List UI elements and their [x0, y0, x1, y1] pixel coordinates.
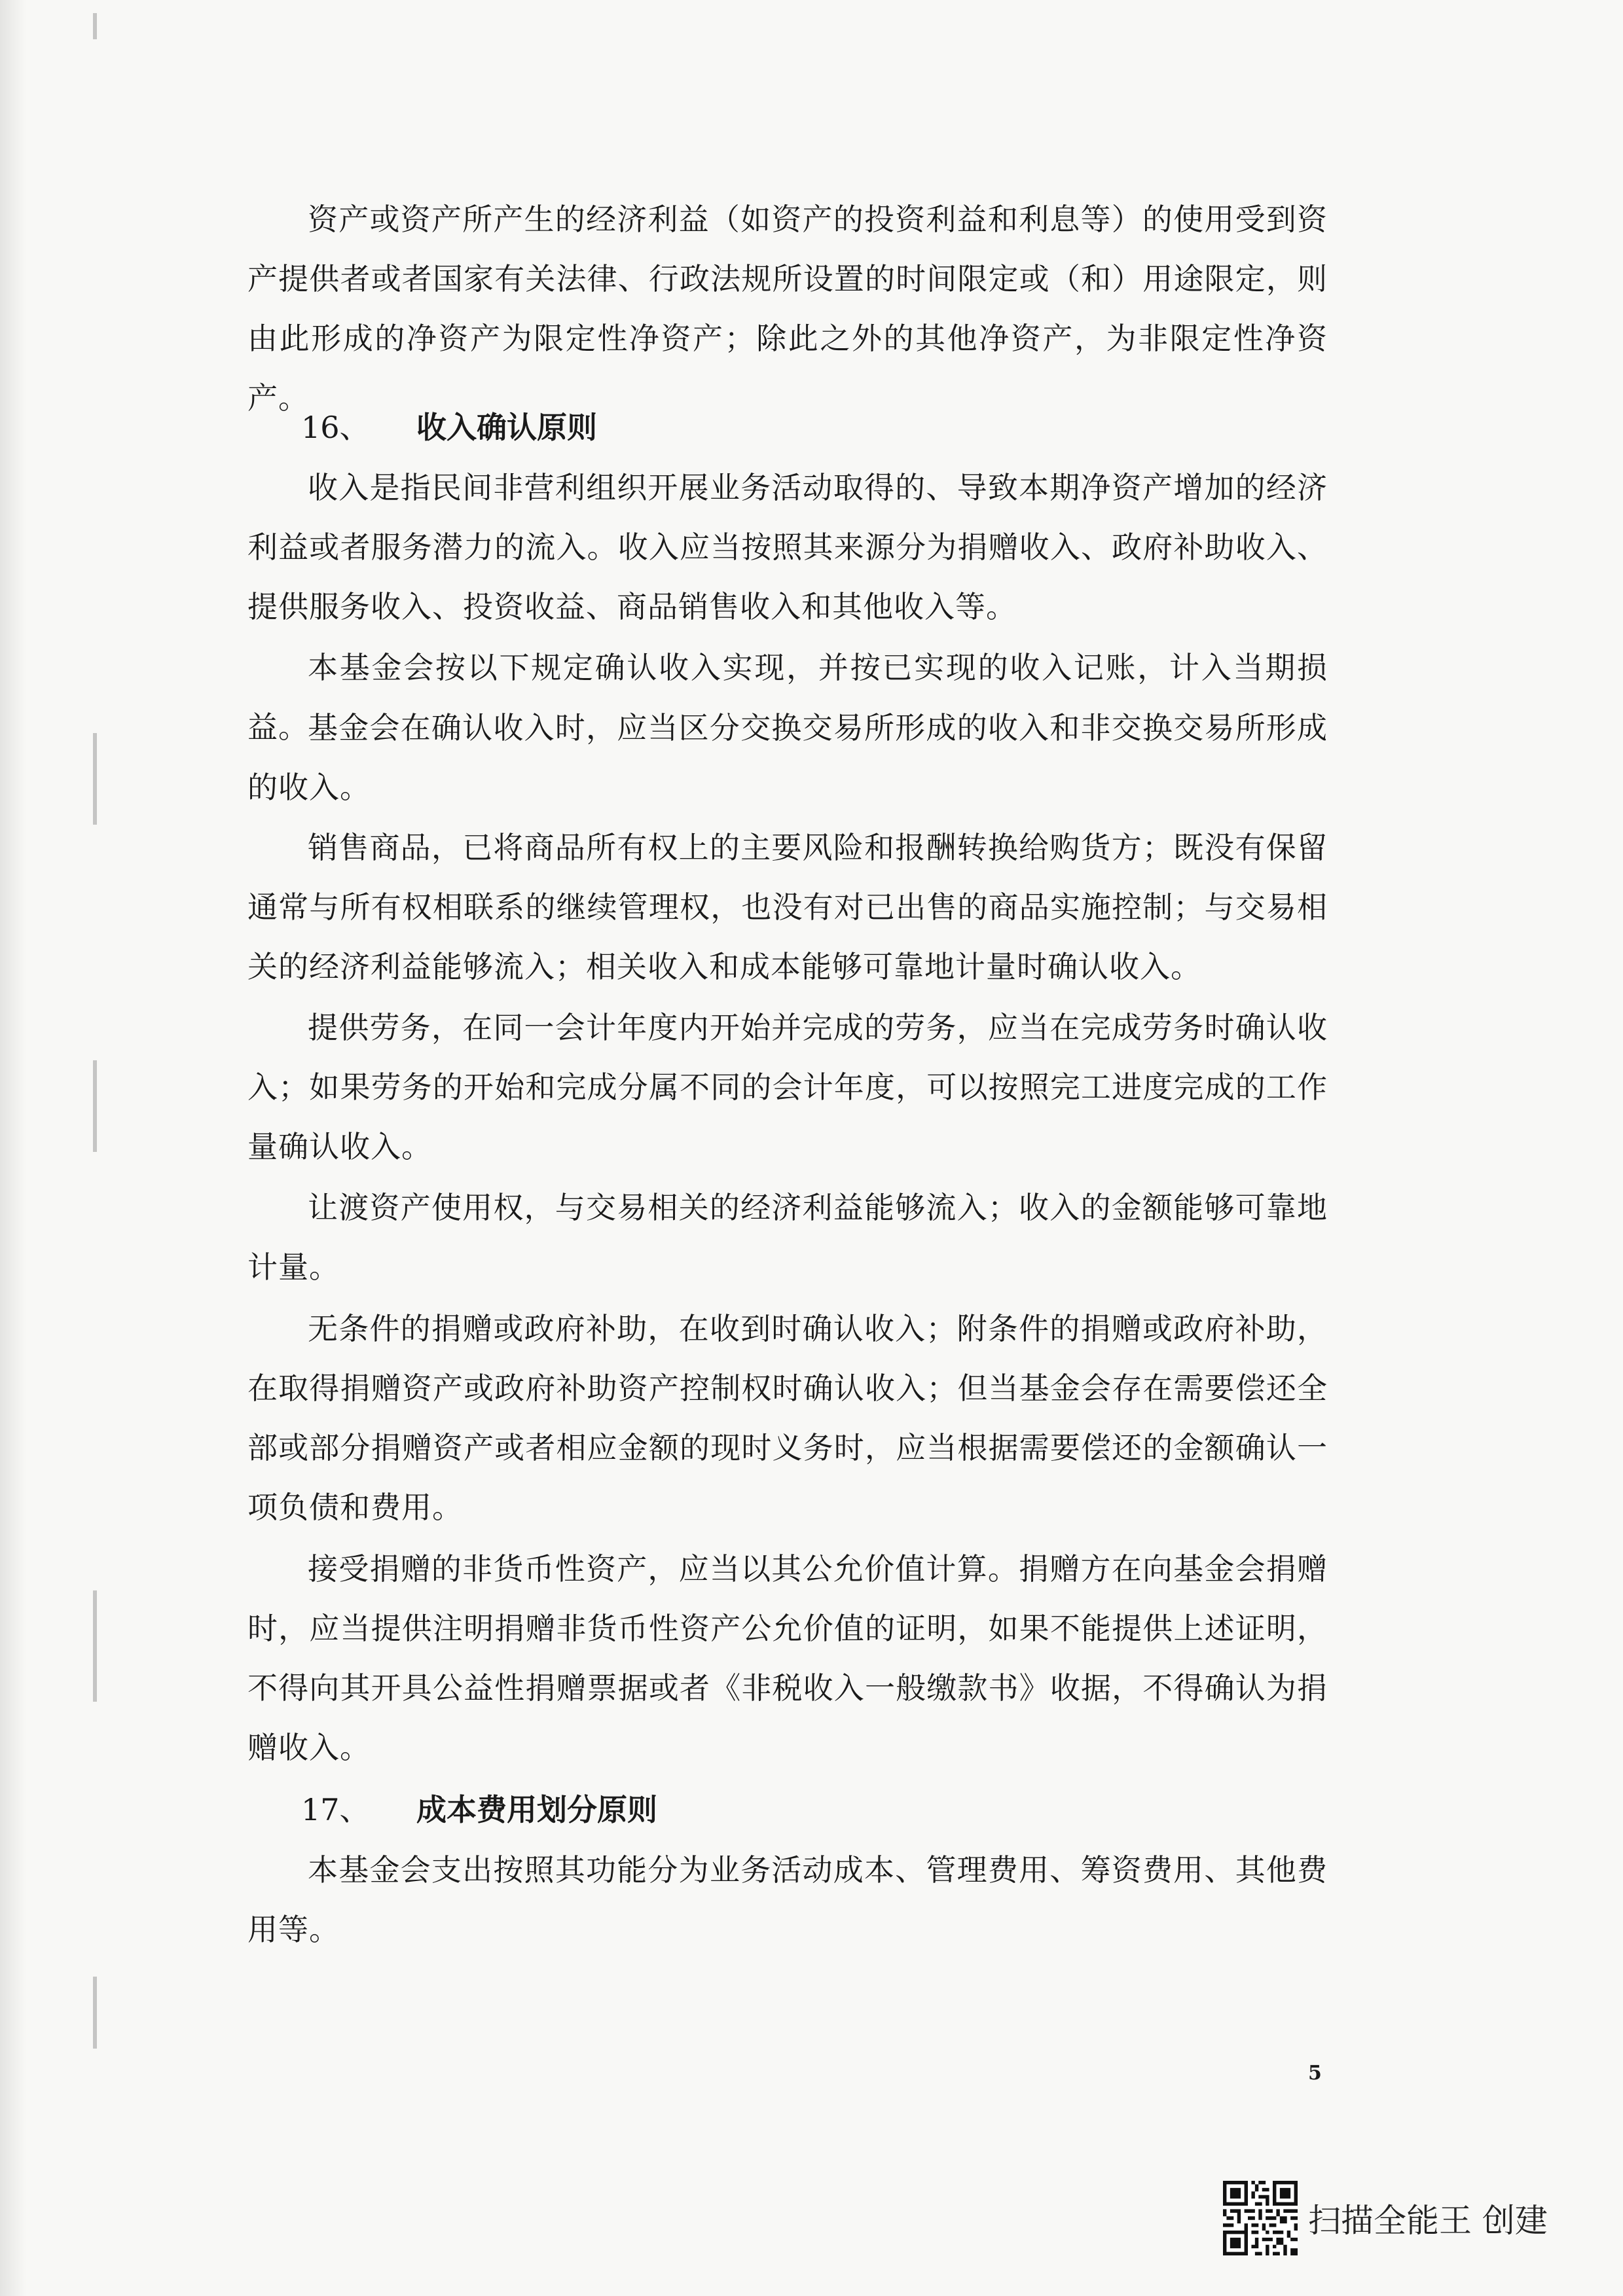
scan-artifact	[93, 1977, 97, 2049]
paragraph-exchange-transactions: 基金会在确认收入时，应当区分交换交易所形成的收入和非交换交易所形成的收入。	[247, 710, 1328, 805]
scan-artifact	[93, 1060, 97, 1152]
page-number: 5	[1308, 2062, 1322, 2085]
scan-artifact	[93, 733, 97, 825]
paragraph-restricted-net-assets: 资产或资产所产生的经济利益（如资产的投资利益和利息等）的使用受到资产提供者或者国家有关法律、行政法规所设置的时间限定或（和）用途限定，则由此形成的净资产为限定性净资产；除此之外的其他净资产，为非限定性净资产。	[247, 202, 1328, 416]
paragraph-sale-of-goods: 销售商品，已将商品所有权上的主要风险和报酬转换给购货方；既没有保留通常与所有权相联系的继续管理权，也没有对已出售的商品实施控制；与交易相关的经济利益能够流入；相关收入和成本能够可靠地计量时确认收入。	[247, 830, 1328, 984]
paragraph-revenue-recognition-rule: 本基金会按以下规定确认收入实现，并按已实现的收入记账，计入当期损益。	[247, 650, 1328, 745]
section-number: 16、	[301, 410, 370, 445]
scanner-watermark	[1223, 2176, 1548, 2261]
section-title: 收入确认原则	[416, 410, 597, 445]
paragraph-donations-subsidies: 无条件的捐赠或政府补助，在收到时确认收入；附条件的捐赠或政府补助，在取得捐赠资产或政府补助资产控制权时确认收入；但当基金会存在需要偿还全部或部分捐赠资产或者相应金额的现时义务时，应当根据需要偿还的金额确认一项负债和费用。	[247, 1311, 1328, 1525]
paragraph-use-of-assets: 让渡资产使用权，与交易相关的经济利益能够流入；收入的金额能够可靠地计量。	[247, 1190, 1328, 1285]
paragraph-revenue-definition: 收入是指民间非营利组织开展业务活动取得的、导致本期净资产增加的经济利益或者服务潜力的流入。收入应当按照其来源分为捐赠收入、政府补助收入、提供服务收入、投资收益、商品销售收入和其他收入等。	[247, 470, 1328, 624]
paragraph-expense-classification: 本基金会支出按照其功能分为业务活动成本、管理费用、筹资费用、其他费用等。	[247, 1852, 1328, 1947]
paragraph-rendering-services: 提供劳务，在同一会计年度内开始并完成的劳务，应当在完成劳务时确认收入；如果劳务的开始和完成分属不同的会计年度，可以按照完工进度完成的工作量确认收入。	[247, 1010, 1328, 1164]
scan-artifact	[93, 13, 97, 39]
scanner-watermark-text: 扫描全能王 创建	[1308, 2202, 1548, 2240]
scan-artifact	[93, 1590, 97, 1702]
paragraph-non-monetary-donations: 接受捐赠的非货币性资产，应当以其公允价值计算。捐赠方在向基金会捐赠时，应当提供注明捐赠非货币性资产公允价值的证明，如果不能提供上述证明，不得向其开具公益性捐赠票据或者《非税收入一般缴款书》收据，不得确认为捐赠收入。	[247, 1551, 1328, 1765]
scan-left-edge	[0, 0, 26, 2296]
section-number: 17、	[301, 1792, 370, 1827]
section-title: 成本费用划分原则	[416, 1792, 657, 1827]
qr-code-icon	[1223, 2181, 1298, 2255]
